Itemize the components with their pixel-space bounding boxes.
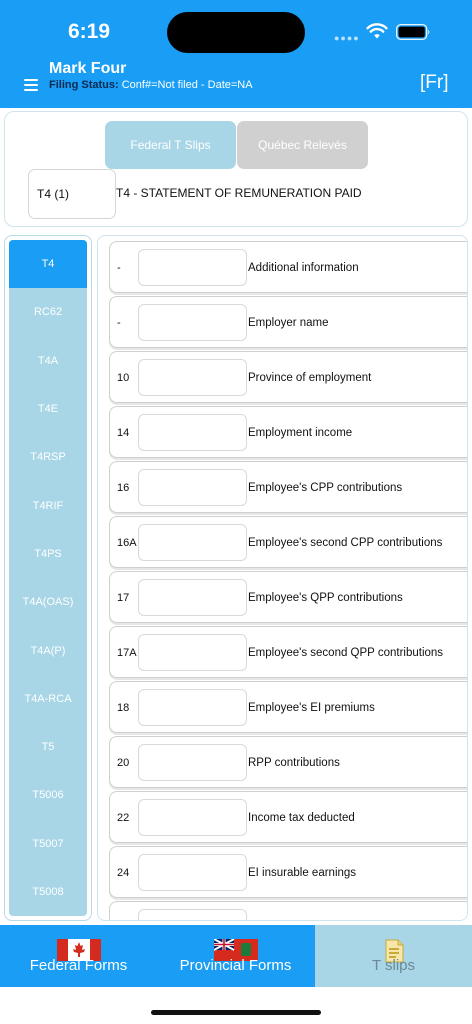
box-code: 20 bbox=[117, 757, 130, 769]
box-code: - bbox=[117, 317, 121, 329]
sidebar-item-rc62[interactable]: RC62 bbox=[33, 306, 63, 319]
language-toggle-button[interactable]: [Fr] bbox=[420, 72, 449, 93]
box-code: 17A bbox=[117, 647, 137, 659]
sidebar-item-t4[interactable]: T4 bbox=[9, 240, 87, 288]
tab-federal-forms[interactable] bbox=[0, 925, 157, 987]
tab-t-slips[interactable] bbox=[315, 925, 472, 987]
sidebar-item-t5008[interactable]: T5008 bbox=[32, 886, 64, 898]
box-value-input[interactable] bbox=[138, 249, 247, 286]
box-code: 18 bbox=[117, 702, 130, 714]
box-label: RPP contributions bbox=[248, 757, 340, 769]
box-label: Additional information bbox=[248, 262, 359, 274]
menu-button[interactable] bbox=[24, 79, 38, 91]
box-label: Province of employment bbox=[248, 372, 372, 384]
box-label: Employee's CPP contributions bbox=[248, 482, 403, 494]
box-code: 16 bbox=[117, 482, 130, 494]
box-label: Employment income bbox=[248, 427, 353, 439]
home-bar-area bbox=[0, 987, 472, 1024]
box-value-input[interactable] bbox=[138, 359, 247, 396]
box-code: 22 bbox=[117, 812, 130, 824]
box-code: - bbox=[117, 262, 121, 274]
box-label: Employer name bbox=[248, 317, 329, 329]
user-name: Mark Four bbox=[49, 60, 127, 77]
filing-status bbox=[49, 79, 253, 91]
box-value-input[interactable] bbox=[138, 304, 247, 341]
box-value-input[interactable] bbox=[138, 524, 247, 561]
tab-provincial-forms[interactable] bbox=[157, 925, 314, 987]
slip-list bbox=[9, 240, 87, 916]
sidebar-item-t4e[interactable]: T4E bbox=[37, 403, 59, 416]
wifi-icon bbox=[366, 22, 388, 40]
sidebar-item-t4rif[interactable]: T4RIF bbox=[32, 499, 64, 512]
box-label: Employee's second CPP contributions bbox=[248, 537, 443, 549]
quebec-releves-tab[interactable]: Québec Relevés bbox=[237, 121, 368, 169]
app-header bbox=[0, 0, 472, 108]
box-code: 24 bbox=[117, 867, 130, 879]
sidebar-item-t5006[interactable]: T5006 bbox=[32, 789, 64, 802]
box-value-input[interactable] bbox=[138, 799, 247, 836]
sidebar-item-t4rsp[interactable]: T4RSP bbox=[30, 451, 66, 464]
slip-type-card bbox=[4, 111, 468, 227]
status-time: 6:19 bbox=[68, 20, 111, 43]
box-code: 10 bbox=[117, 372, 130, 384]
box-value-input[interactable] bbox=[138, 414, 247, 451]
box-code: 16A bbox=[117, 537, 137, 549]
box-label: Employee's second QPP contributions bbox=[248, 647, 444, 659]
sidebar-item-t5007[interactable]: T5007 bbox=[32, 837, 64, 850]
sidebar-item-t4a-oas[interactable]: T4A(OAS) bbox=[22, 596, 74, 609]
form-row bbox=[109, 626, 468, 678]
home-indicator bbox=[151, 1010, 321, 1015]
box-value-input[interactable] bbox=[138, 579, 247, 616]
box-label: Employee's EI premiums bbox=[248, 702, 375, 714]
form-row bbox=[109, 461, 468, 513]
slip-list-sidebar bbox=[4, 235, 92, 921]
tab-t-slips-label: T slips bbox=[371, 957, 416, 974]
sidebar-item-t4ps[interactable]: T4PS bbox=[34, 547, 62, 560]
form-row bbox=[109, 901, 468, 921]
filing-status-label: Filing Status: bbox=[49, 79, 119, 91]
form-row bbox=[109, 241, 468, 293]
form-row bbox=[109, 351, 468, 403]
bottom-tab-bar bbox=[0, 925, 472, 987]
box-value-input[interactable] bbox=[138, 909, 247, 921]
sidebar-item-t4a[interactable]: T4A bbox=[37, 354, 59, 367]
form-row bbox=[109, 681, 468, 733]
box-label: Income tax deducted bbox=[248, 812, 355, 824]
box-label: Employee's QPP contributions bbox=[248, 592, 403, 604]
sidebar-item-t5[interactable]: T5 bbox=[41, 741, 55, 754]
box-value-input[interactable] bbox=[138, 634, 247, 671]
box-label: EI insurable earnings bbox=[248, 867, 357, 879]
tab-provincial-forms-label: Provincial Forms bbox=[179, 957, 292, 974]
form-row bbox=[109, 846, 468, 898]
box-value-input[interactable] bbox=[138, 469, 247, 506]
form-row bbox=[109, 736, 468, 788]
sidebar-item-t4a-rca[interactable]: T4A-RCA bbox=[24, 692, 72, 705]
form-row bbox=[109, 791, 468, 843]
form-row bbox=[109, 571, 468, 623]
box-value-input[interactable] bbox=[138, 689, 247, 726]
federal-t-slips-tab[interactable]: Federal T Slips bbox=[105, 121, 236, 169]
box-value-input[interactable] bbox=[138, 854, 247, 891]
box-value-input[interactable] bbox=[138, 744, 247, 781]
form-row bbox=[109, 406, 468, 458]
box-code: 17 bbox=[117, 592, 130, 604]
dynamic-island bbox=[167, 12, 305, 53]
box-code: 14 bbox=[117, 427, 130, 439]
form-row bbox=[109, 516, 468, 568]
sidebar-item-t4a-p[interactable]: T4A(P) bbox=[30, 644, 66, 657]
battery-icon bbox=[396, 24, 431, 40]
filing-status-value: Conf#=Not filed - Date=NA bbox=[118, 79, 253, 91]
slip-form-rows bbox=[97, 235, 468, 921]
slip-title: T4 - STATEMENT OF REMUNERATION PAID bbox=[116, 186, 362, 200]
signal-icon: ●●●● bbox=[334, 33, 360, 43]
tab-federal-forms-label: Federal Forms bbox=[29, 957, 128, 974]
form-row bbox=[109, 296, 468, 348]
slip-instance-selector[interactable]: T4 (1) bbox=[28, 169, 116, 219]
